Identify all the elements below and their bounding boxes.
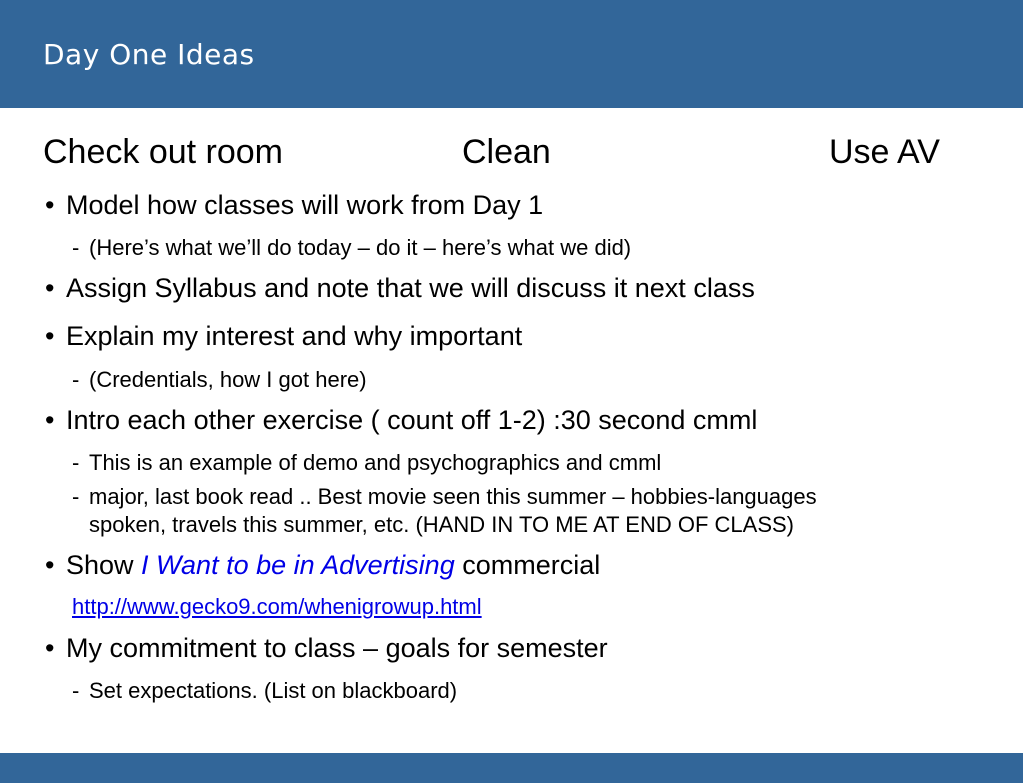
bullet-text: Intro each other exercise ( count off 1-2) :30 second cmml: [66, 405, 758, 435]
dash-icon: -: [72, 367, 80, 392]
sub-text: (Here’s what we’ll do today – do it – here’s what we did): [89, 235, 632, 260]
bullet-text: Model how classes will work from Day 1: [66, 190, 544, 220]
slide-title: Day One Ideas: [43, 38, 255, 71]
bullet-icon: •: [45, 321, 55, 351]
sub-text: This is an example of demo and psychographics and cmml: [89, 450, 662, 475]
commercial-link[interactable]: http://www.gecko9.com/whenigrowup.html: [72, 594, 482, 619]
bullet-icon: •: [45, 405, 55, 435]
heading-clean: Clean: [462, 133, 551, 171]
sub-item: [72, 367, 367, 393]
sub-text: major, last book read .. Best movie seen this summer – hobbies-languages: [89, 484, 817, 509]
dash-icon: -: [72, 678, 80, 703]
bullet-icon: •: [45, 550, 55, 580]
heading-use-av: Use AV: [829, 133, 940, 171]
sub-item: [72, 484, 817, 510]
bullet-item: [45, 321, 522, 352]
sub-item: [72, 235, 631, 261]
bullet-text-before: Show: [66, 550, 142, 580]
commercial-title: I Want to be in Advertising: [141, 550, 455, 580]
bullet-item: [45, 633, 608, 664]
slide-footer-bar: [0, 753, 1023, 783]
bullet-item: [45, 190, 543, 221]
bullet-text: Assign Syllabus and note that we will discuss it next class: [66, 273, 755, 303]
bullet-icon: •: [45, 190, 55, 220]
bullet-item: [45, 273, 755, 304]
bullet-icon: •: [45, 633, 55, 663]
sub-item: [72, 450, 661, 476]
bullet-item: [45, 550, 600, 581]
dash-icon: -: [72, 450, 80, 475]
bullet-text: Explain my interest and why important: [66, 321, 523, 351]
dash-icon: -: [72, 484, 80, 509]
sub-item-continuation: spoken, travels this summer, etc. (HAND IN TO ME AT END OF CLASS): [89, 512, 794, 537]
bullet-item: [45, 405, 757, 436]
slide-header-bar: [0, 0, 1023, 108]
heading-check-out-room: Check out room: [43, 133, 283, 171]
sub-item: [72, 678, 457, 704]
bullet-icon: •: [45, 273, 55, 303]
sub-text: (Credentials, how I got here): [89, 367, 367, 392]
bullet-text: My commitment to class – goals for semester: [66, 633, 608, 663]
link-line: [72, 594, 482, 620]
sub-text: Set expectations. (List on blackboard): [89, 678, 458, 703]
bullet-text-after: commercial: [454, 550, 601, 580]
dash-icon: -: [72, 235, 80, 260]
